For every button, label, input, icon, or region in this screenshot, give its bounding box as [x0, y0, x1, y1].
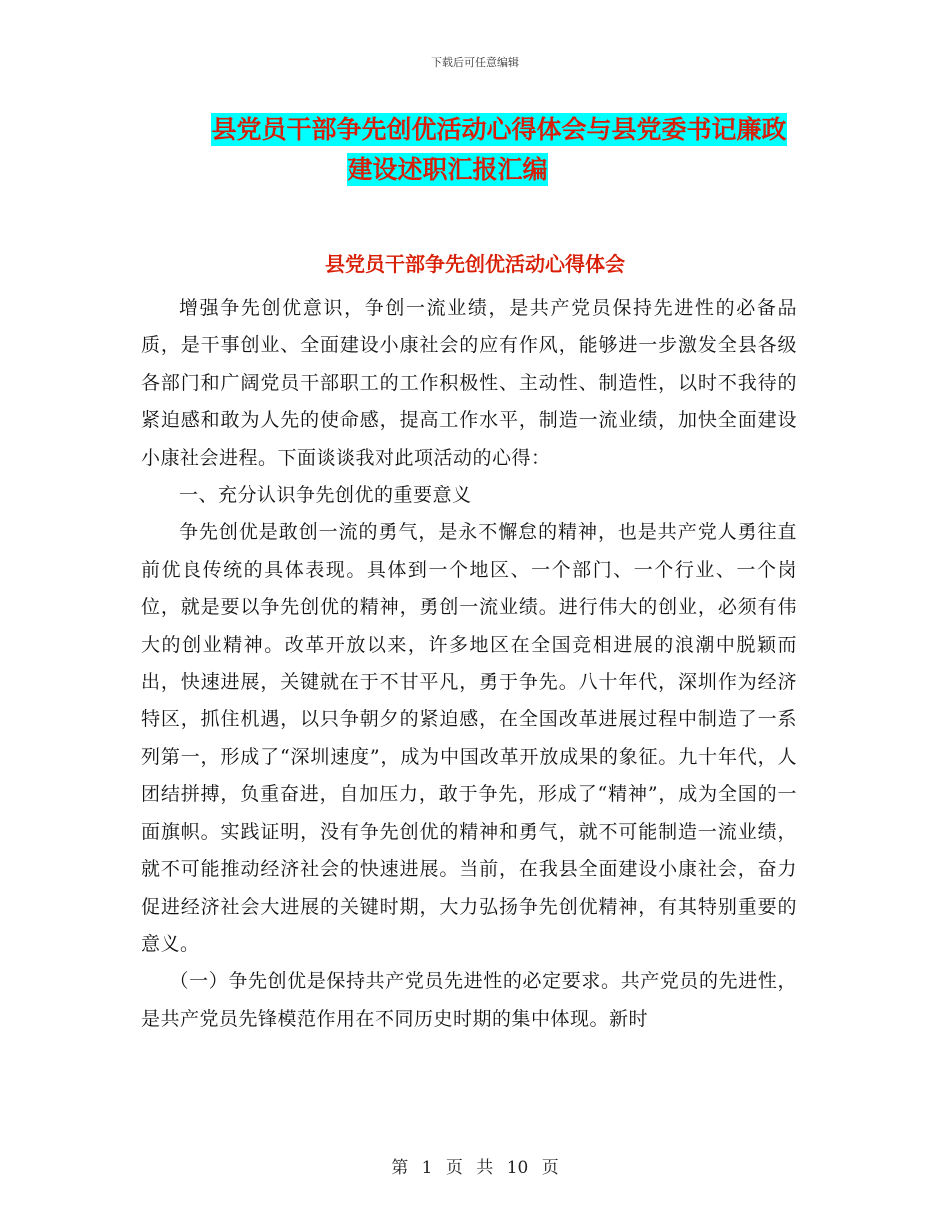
section-title: 县党员干部争先创优活动心得体会: [325, 252, 625, 276]
paragraph-intro: 增强争先创优意识，争创一流业绩，是共产党员保持先进性的必备品质，是干事创业、全面建设小康社会的应有作风，能够进一步激发全县各级各部门和广阔党员干部职工的工作积极性、主动性、制造性，以时不我待的紧迫感和敢为人先的使命感，提高工作水平，制造一流业绩，加快全面建设小康社会进程。下面谈谈我对此项活动的心得：: [141, 297, 797, 469]
document-body: [141, 290, 797, 1038]
footer-page-number: 1: [421, 1158, 433, 1178]
paragraph-significance: 争先创优是敢创一流的勇气，是永不懈怠的精神，也是共产党人勇往直前优良传统的具体表现。具体到一个地区、一个部门、一个行业、一个岗位，就是要以争先创优的精神，勇创一流业绩。进行伟大的创业，必须有伟大的创业精神。改革开放以来，许多地区在全国竞相进展的浪潮中脱颖而出，快速进展，关键就在于不甘平凡，勇于争先。八十年代，深圳作为经济特区，抓住机遇，以只争朝夕的紧迫感，在全国改革进展过程中制造了一系列第一，形成了“深圳速度”，成为中国改革开放成果的象征。九十年代，人团结拼搏，负重奋进，自加压力，敢于争先，形成了“精神”，成为全国的一面旗帜。实践证明，没有争先创优的精神和勇气，就不可能制造一流业绩，就不可能推动经济社会的快速进展。当前，在我县全面建设小康社会，奋力促进经济社会大进展的关键时期，大力弘扬争先创优精神，有其特别重要的意义。: [141, 521, 797, 955]
footer-ye-end: 页: [541, 1158, 559, 1178]
document-title-line-2: [0, 150, 950, 190]
paragraph-subpoint-one: （一）争先创优是保持共产党员先进性的必定要求。共产党员的先进性，是共产党员先锋模范作用在不同历史时期的集中体现。新时: [141, 970, 797, 1030]
title-line-1-text: 县党员干部争先创优活动心得体会与县党委书记廉政: [211, 115, 787, 144]
footer-gong: 共: [476, 1158, 494, 1178]
footer-total-pages: 10: [506, 1158, 529, 1178]
document-title: [0, 110, 950, 190]
footer-ye: 页: [445, 1158, 463, 1178]
heading-part-one: 一、充分认识争先创优的重要意义: [179, 484, 472, 507]
header-note: 下载后可任意编辑: [431, 56, 519, 69]
page-footer: [0, 1153, 950, 1178]
footer-di: 第: [391, 1158, 409, 1178]
title-line-2-text: 建设述职汇报汇编: [347, 155, 548, 184]
document-title-line-1: [0, 110, 950, 150]
